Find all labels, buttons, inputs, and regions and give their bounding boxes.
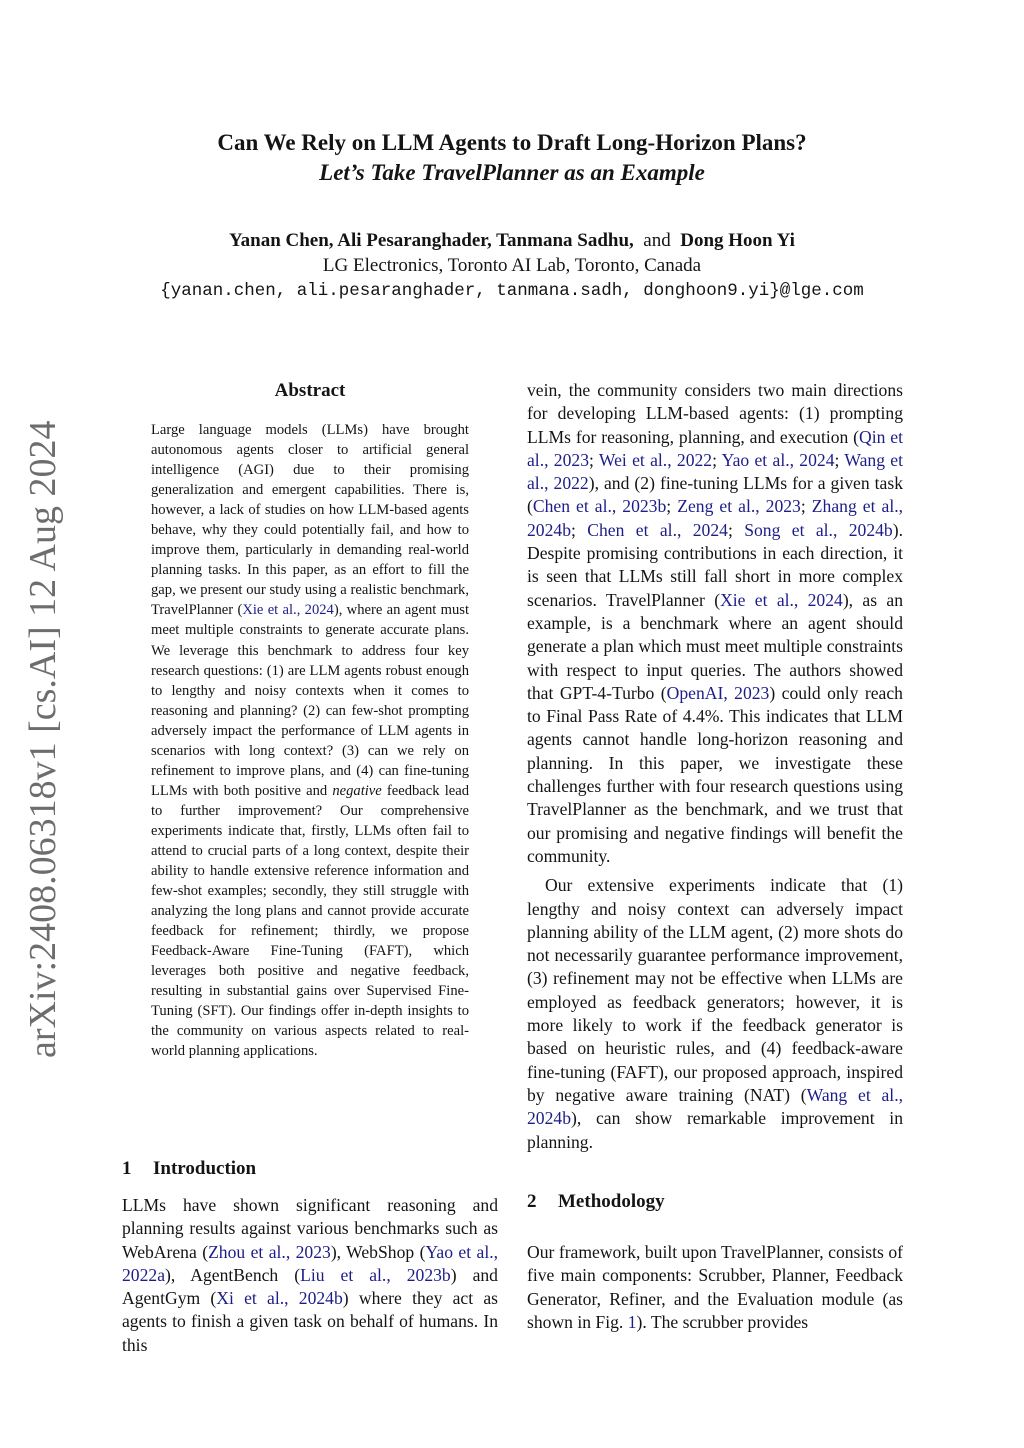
figure-link[interactable]: 1: [627, 1311, 637, 1332]
abstract-heading: Abstract: [274, 380, 346, 401]
abstract-text: Large language models (LLMs) have brought autonomous agents closer to artificial general intelligence (AGI) due to their promising generalization and emergent capabilities. There is, however, a lack of studies on how LLM-based agents behave, why they could potentially fail, and how to improve them, particularly in demanding real-world planning tasks. In this paper, as an effort to fill the gap, we present our study using a realistic benchmark, TravelPlanner (: [151, 422, 469, 619]
separator: ;: [834, 449, 845, 470]
citation-link[interactable]: Chen et al., 2023b: [532, 496, 667, 517]
citation-link[interactable]: Zhang et al., 2024b: [527, 496, 904, 540]
citation-link[interactable]: Qin et al., 2023: [527, 426, 903, 470]
citation-link[interactable]: Wang et al., 2024b: [527, 1084, 903, 1129]
citation-link[interactable]: OpenAI, 2023: [666, 682, 770, 703]
citation-link[interactable]: Wang et al., 2022: [527, 449, 903, 494]
paragraph: [527, 379, 903, 868]
separator: ;: [589, 449, 599, 470]
body-text: ). The scrubber provides: [636, 1311, 809, 1332]
section-number: 1: [122, 1158, 132, 1179]
body-text: ). Despite promising contributions in each direction, it is seen that LLMs still fall short in more complex scenarios. TravelPlanner (: [527, 519, 903, 610]
body-text: ), as an example, is a benchmark where an agent should generate a plan which must meet multiple constraints with respect to input queries. The authors showed that GPT-4-Turbo (: [527, 589, 903, 703]
separator: ;: [800, 496, 812, 517]
body-text: ) could only reach to Final Pass Rate of 4.4%. This indicates that LLM agents cannot handle long-horizon reasoning and planning. In this paper, we investigate these challenges further with four research questions using TravelPlanner as the benchmark, and we trust that our promising and negative findings will benefit the community.: [527, 682, 903, 866]
citation-link[interactable]: Chen et al., 2024: [587, 519, 728, 540]
abstract-emphasis: negative: [332, 782, 382, 799]
body-text: ), AgentBench (: [165, 1264, 301, 1285]
body-text: ) where they act as agents to finish a given task on behalf of humans. In this: [122, 1288, 498, 1355]
intro-heading: [122, 1157, 256, 1181]
abstract-text: feedback lead to further improvement? Our comprehensive experiments indicate that, firstly, LLMs often fail to attend to crucial parts of a long context, despite their ability to handle extensive reference information and few-shot examples; secondly, they still struggle with analyzing the long plans and cannot provide accurate feedback for refinement; thirdly, we propose Feedback-Aware Fine-Tuning (FAFT), which leverages both positive and negative feedback, resulting in substantial gains over Supervised Fine-Tuning (SFT). Our findings offer in-depth insights to the community on various aspects related to real-world planning applications.: [151, 782, 469, 1060]
citation-link[interactable]: Wei et al., 2022: [598, 449, 713, 470]
section-number: 2: [527, 1191, 537, 1212]
methodology-heading: [527, 1190, 665, 1214]
section-title: Methodology: [558, 1191, 665, 1212]
author-emails: {yanan.chen, ali.pesaranghader, tanmana.sadh, donghoon9.yi}@lge.com: [160, 281, 864, 301]
citation-link[interactable]: Liu et al., 2023b: [300, 1264, 451, 1285]
author-list: [0, 229, 1024, 253]
body-text: Our extensive experiments indicate that (1) lengthy and noisy context can adversely impact planning ability of the LLM agent, (2) more shots do not necessarily guarantee performance improvement, (3) refinement may not be effective when LLMs are employed as feedback generators; however, it is more likely to work if the feedback generator is based on heuristic rules, and (4) feedback-aware fine-tuning (FAFT), our proposed approach, inspired by negative aware training (NAT) (: [527, 875, 903, 1105]
body-text: ), can show remarkable improvement in planning.: [527, 1108, 903, 1152]
separator: ;: [727, 519, 745, 540]
citation-link[interactable]: Zeng et al., 2023: [677, 496, 801, 517]
body-text: ), and (2) fine-tuning LLMs for a given task (: [527, 473, 903, 517]
authors-main: Yanan Chen, Ali Pesaranghader, Tanmana Sadhu,: [229, 230, 634, 251]
citation-link[interactable]: Yao et al., 2022a: [122, 1241, 499, 1285]
citation-link[interactable]: Yao et al., 2024: [721, 449, 835, 470]
paper-subtitle: Let’s Take TravelPlanner as an Example: [319, 160, 705, 185]
citation-link[interactable]: Xie et al., 2024: [242, 602, 334, 619]
citation-link[interactable]: Xi et al., 2024b: [216, 1288, 343, 1309]
separator: ;: [570, 519, 588, 540]
affiliation: LG Electronics, Toronto AI Lab, Toronto, Canada: [322, 255, 702, 276]
intro-body: [122, 1194, 498, 1357]
separator: ;: [712, 449, 722, 470]
abstract-body: [151, 420, 469, 1062]
methodology-body: [527, 1241, 903, 1334]
body-text: Our framework, built upon TravelPlanner, consists of five main components: Scrubber, Planner, Feedback Generator, Refiner, and the Evaluation module (as shown in Fig.: [527, 1242, 903, 1332]
body-text: LLMs have shown significant reasoning and planning results against various benchmarks such as WebArena (: [122, 1195, 498, 1262]
arxiv-identifier: arXiv:2408.06318v1 [cs.AI] 12 Aug 2024: [22, 420, 64, 1058]
paragraph: [527, 874, 903, 1154]
citation-link[interactable]: Zhou et al., 2023: [208, 1241, 331, 1262]
citation-link[interactable]: Xie et al., 2024: [720, 589, 843, 610]
body-text: ) and AgentGym (: [122, 1264, 498, 1309]
right-column-body: [527, 379, 903, 1154]
body-text: ), WebShop (: [330, 1241, 426, 1262]
citation-link[interactable]: Song et al., 2024b: [744, 519, 893, 540]
body-text: vein, the community considers two main directions for developing LLM-based agents: (1) prompting LLMs for reasoning, planning, and execution (: [527, 380, 903, 447]
authors-and: and: [643, 230, 671, 251]
abstract-text: ), where an agent must meet multiple constraints to generate accurate plans. We leverage this benchmark to address four key research questions: (1) are LLM agents robust enough to lengthy and noisy contexts when it comes to reasoning and planning? (2) can few-shot prompting adversely impact the performance of LLM agents in scenarios with long context? (3) can we rely on refinement to improve plans, and (4) can fine-tuning LLMs with both positive and: [151, 602, 469, 799]
section-title: Introduction: [153, 1158, 257, 1179]
paper-title: Can We Rely on LLM Agents to Draft Long-Horizon Plans?: [217, 130, 807, 155]
separator: ;: [666, 496, 678, 517]
authors-last: Dong Hoon Yi: [680, 230, 795, 251]
